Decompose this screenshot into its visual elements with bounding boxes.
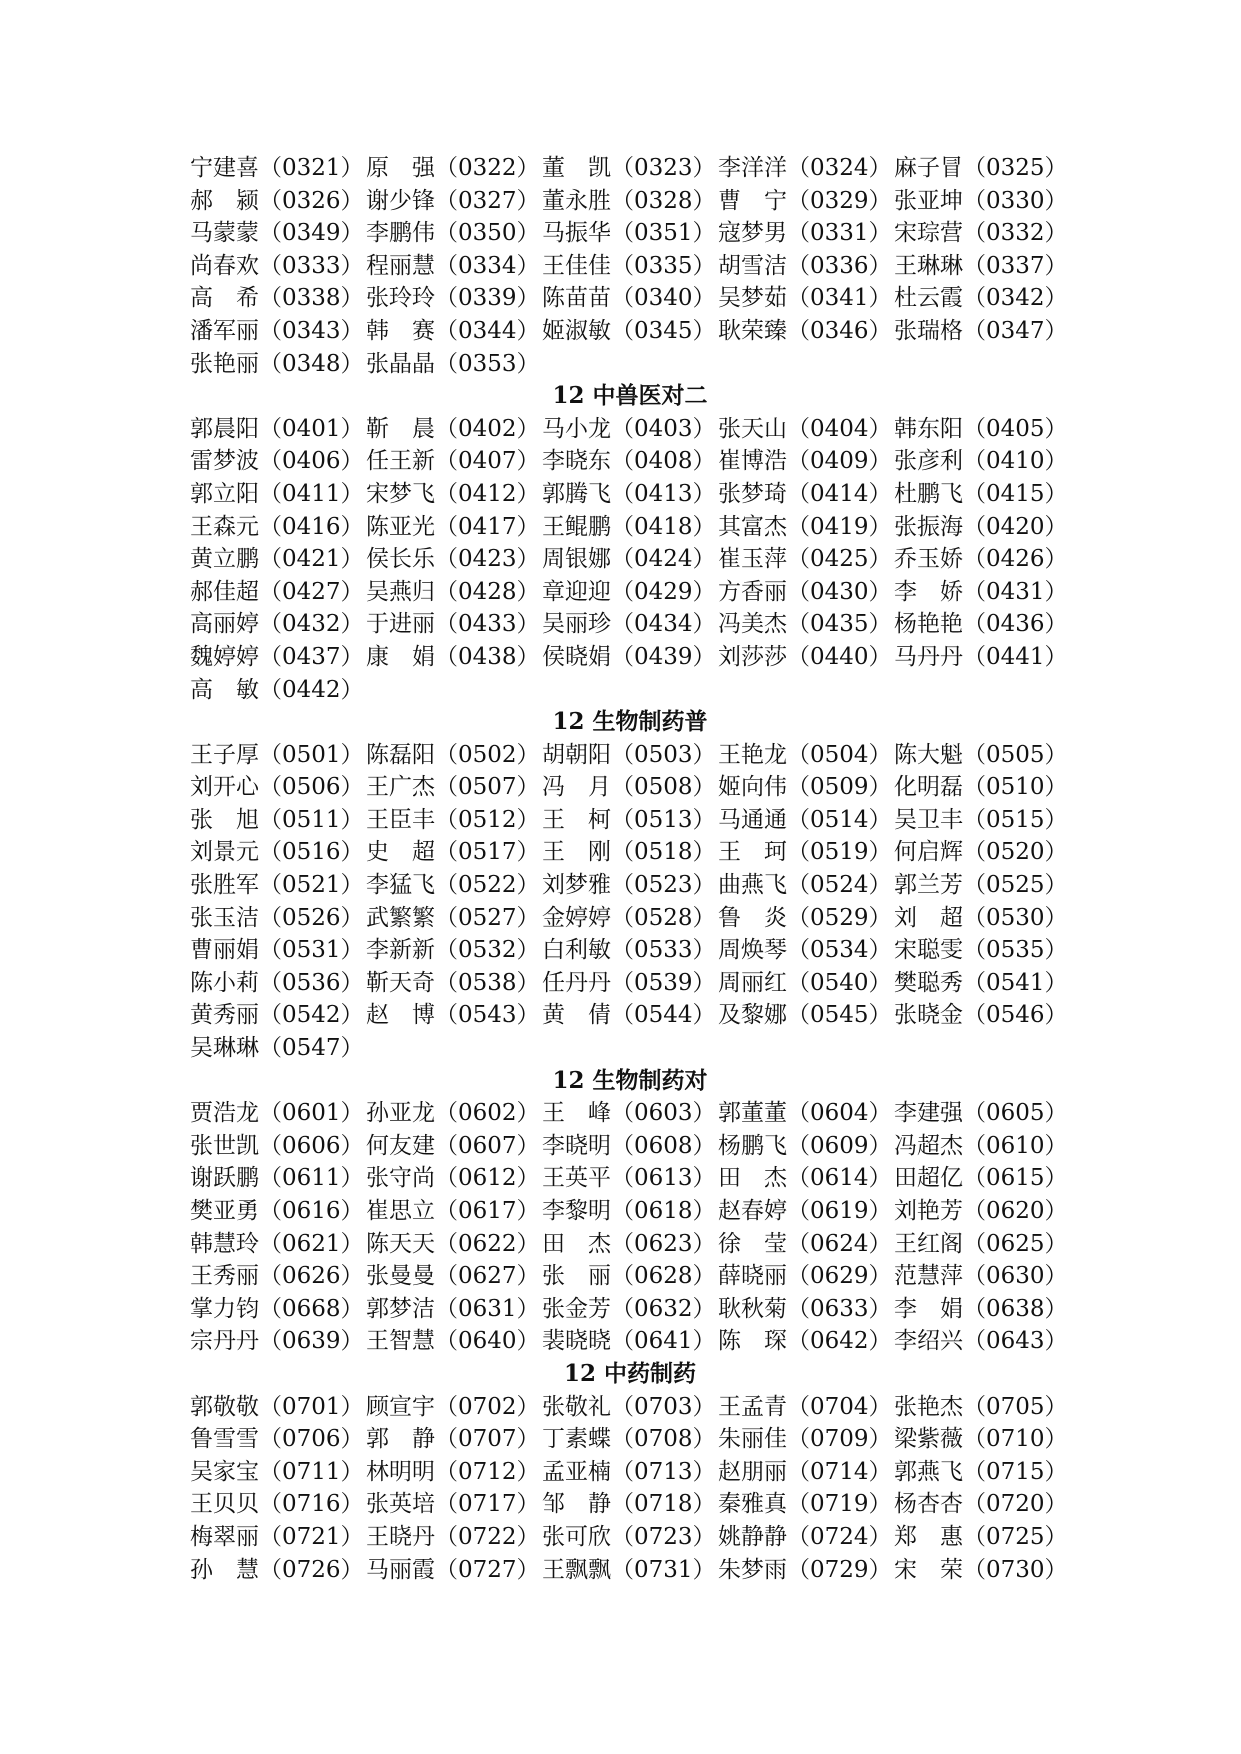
student-entry: 乔玉娇（0426） xyxy=(894,546,1068,573)
student-entry: 李晓东（0408） xyxy=(542,448,716,475)
student-entry: 王艳龙（0504） xyxy=(718,741,892,768)
student-entry: 王飘飘（0731） xyxy=(542,1556,716,1583)
student-entry: 郭董董（0604） xyxy=(718,1100,892,1127)
student-entry: 张艳丽（0348） xyxy=(190,350,364,377)
roster-row xyxy=(190,902,1070,935)
student-entry: 马蒙蒙（0349） xyxy=(190,220,364,247)
student-entry: 王红阁（0625） xyxy=(894,1230,1068,1257)
student-entry: 刘艳芳（0620） xyxy=(894,1198,1068,1224)
student-entry: 吴家宝（0711） xyxy=(190,1458,364,1485)
roster-row xyxy=(190,1521,1070,1554)
student-entry: 郝佳超（0427） xyxy=(190,578,364,605)
student-entry: 雷梦波（0406） xyxy=(190,448,364,475)
student-entry: 王 峰（0603） xyxy=(542,1100,716,1127)
roster-row xyxy=(190,282,1070,315)
student-entry: 丁素蝶（0708） xyxy=(542,1426,716,1453)
student-entry: 孟亚楠（0713） xyxy=(542,1458,716,1485)
student-entry: 张世凯（0606） xyxy=(190,1132,364,1159)
student-entry: 樊聪秀（0541） xyxy=(894,969,1068,996)
student-entry: 何友建（0607） xyxy=(366,1132,540,1159)
student-entry: 王贝贝（0716） xyxy=(190,1491,364,1518)
student-entry: 吴琳琳（0547） xyxy=(190,1035,364,1062)
student-entry: 贾浩龙（0601） xyxy=(190,1100,364,1127)
student-entry: 曹 宁（0329） xyxy=(718,187,892,214)
roster-row xyxy=(190,445,1070,478)
student-entry: 姬淑敏（0345） xyxy=(542,317,716,344)
student-entry: 姬向伟（0509） xyxy=(718,774,892,801)
student-entry: 宋梦飞（0412） xyxy=(366,480,540,507)
student-entry: 谢跃鹏（0611） xyxy=(190,1165,364,1192)
student-entry: 宋琮营（0332） xyxy=(894,220,1068,247)
student-entry: 曹丽娟（0531） xyxy=(190,937,364,964)
student-entry: 张玲玲（0339） xyxy=(366,285,540,312)
student-entry: 张可欣（0723） xyxy=(542,1523,716,1550)
class-heading: 12 生物制药普 xyxy=(552,708,708,736)
student-entry: 任王新（0407） xyxy=(366,448,540,475)
student-entry: 范慧萍（0630） xyxy=(894,1263,1068,1290)
student-entry: 李猛飞（0522） xyxy=(366,872,540,899)
student-entry: 李 娇（0431） xyxy=(894,578,1068,605)
student-entry: 张振海（0420） xyxy=(894,513,1068,540)
roster-row xyxy=(190,543,1070,576)
student-entry: 刘景元（0516） xyxy=(190,839,364,866)
student-entry: 原 强（0322） xyxy=(366,155,540,181)
roster-row xyxy=(190,511,1070,544)
student-entry: 王广杰（0507） xyxy=(366,774,540,801)
student-entry: 郭立阳（0411） xyxy=(190,480,364,507)
student-entry: 耿荣臻（0346） xyxy=(718,317,892,344)
student-entry: 张 丽（0628） xyxy=(542,1263,716,1290)
student-entry: 及黎娜（0545） xyxy=(718,1002,892,1029)
student-entry: 张天山（0404） xyxy=(718,415,892,442)
student-entry: 史 超（0517） xyxy=(366,839,540,866)
roster-row xyxy=(190,1032,1070,1065)
student-entry: 王森元（0416） xyxy=(190,513,364,540)
student-entry: 杨艳艳（0436） xyxy=(894,611,1068,638)
student-entry: 陈亚光（0417） xyxy=(366,513,540,540)
student-entry: 吴梦茹（0341） xyxy=(718,285,892,312)
roster-row xyxy=(190,1293,1070,1326)
student-entry: 陈大魁（0505） xyxy=(894,741,1068,768)
student-entry: 赵朋丽（0714） xyxy=(718,1458,892,1485)
student-entry: 陈磊阳（0502） xyxy=(366,741,540,768)
student-entry: 张晶晶（0353） xyxy=(366,350,540,377)
student-entry: 黄秀丽（0542） xyxy=(190,1002,364,1029)
student-entry: 耿秋菊（0633） xyxy=(718,1295,892,1322)
student-entry: 侯长乐（0423） xyxy=(366,546,540,573)
student-entry: 吴丽珍（0434） xyxy=(542,611,716,638)
student-entry: 樊亚勇（0616） xyxy=(190,1198,364,1224)
student-entry: 周丽红（0540） xyxy=(718,969,892,996)
student-entry: 张艳杰（0705） xyxy=(894,1393,1068,1420)
student-entry: 陈苗苗（0340） xyxy=(542,285,716,312)
student-entry: 张金芳（0632） xyxy=(542,1295,716,1322)
student-entry: 方香丽（0430） xyxy=(718,578,892,605)
student-entry: 何启辉（0520） xyxy=(894,839,1068,866)
student-entry: 郑 惠（0725） xyxy=(894,1523,1068,1550)
student-entry: 黄立鹏（0421） xyxy=(190,546,364,573)
student-entry: 鲁 炎（0529） xyxy=(718,904,892,931)
student-entry: 张彦利（0410） xyxy=(894,448,1068,475)
roster-row xyxy=(190,836,1070,869)
roster-row xyxy=(190,1260,1070,1293)
student-entry: 张曼曼（0627） xyxy=(366,1263,540,1290)
student-entry: 李鹏伟（0350） xyxy=(366,220,540,247)
student-entry: 化明磊（0510） xyxy=(894,774,1068,801)
student-entry: 谢少锋（0327） xyxy=(366,187,540,214)
student-entry: 孙亚龙（0602） xyxy=(366,1100,540,1127)
student-entry: 赵春婷（0619） xyxy=(718,1198,892,1224)
student-entry: 邹 静（0718） xyxy=(542,1491,716,1518)
roster-row xyxy=(190,1456,1070,1489)
student-entry: 郭敬敬（0701） xyxy=(190,1393,364,1420)
student-entry: 周银娜（0424） xyxy=(542,546,716,573)
student-entry: 侯晓娟（0439） xyxy=(542,643,716,670)
student-entry: 其富杰（0419） xyxy=(718,513,892,540)
roster-row xyxy=(190,413,1070,446)
roster-row xyxy=(190,1228,1070,1261)
student-entry: 李绍兴（0643） xyxy=(894,1328,1068,1355)
roster-row xyxy=(190,739,1070,772)
student-entry: 刘梦雅（0523） xyxy=(542,872,716,899)
student-entry: 顾宣宇（0702） xyxy=(366,1393,540,1420)
student-entry: 王 柯（0513） xyxy=(542,806,716,833)
student-entry: 靳 晨（0402） xyxy=(366,415,540,442)
student-entry: 陈小莉（0536） xyxy=(190,969,364,996)
roster-row xyxy=(190,1554,1070,1587)
student-entry: 程丽慧（0334） xyxy=(366,252,540,279)
student-entry: 郭兰芳（0525） xyxy=(894,872,1068,899)
class-heading: 12 生物制药对 xyxy=(552,1066,708,1094)
roster-row xyxy=(190,804,1070,837)
student-entry: 高 敏（0442） xyxy=(190,676,364,703)
student-entry: 王佳佳（0335） xyxy=(542,252,716,279)
student-entry: 章迎迎（0429） xyxy=(542,578,716,605)
student-entry: 郭 静（0707） xyxy=(366,1426,540,1453)
student-entry: 马丹丹（0441） xyxy=(894,643,1068,670)
student-entry: 郭腾飞（0413） xyxy=(542,480,716,507)
student-entry: 麻子冒（0325） xyxy=(894,155,1068,181)
student-entry: 白利敏（0533） xyxy=(542,937,716,964)
student-entry: 王晓丹（0722） xyxy=(366,1523,540,1550)
student-entry: 田 杰（0623） xyxy=(542,1230,716,1257)
student-entry: 姚静静（0724） xyxy=(718,1523,892,1550)
student-entry: 韩东阳（0405） xyxy=(894,415,1068,442)
student-entry: 秦雅真（0719） xyxy=(718,1491,892,1518)
student-entry: 尚春欢（0333） xyxy=(190,252,364,279)
student-entry: 吴卫丰（0515） xyxy=(894,806,1068,833)
student-entry: 李 娟（0638） xyxy=(894,1295,1068,1322)
student-entry: 张敬礼（0703） xyxy=(542,1393,716,1420)
student-entry: 魏婷婷（0437） xyxy=(190,643,364,670)
student-entry: 徐 莹（0624） xyxy=(718,1230,892,1257)
roster-row xyxy=(190,869,1070,902)
student-entry: 杜鹏飞（0415） xyxy=(894,480,1068,507)
student-entry: 马通通（0514） xyxy=(718,806,892,833)
student-entry: 陈 琛（0642） xyxy=(718,1328,892,1355)
student-entry: 张英培（0717） xyxy=(366,1491,540,1518)
student-entry: 王孟青（0704） xyxy=(718,1393,892,1420)
roster-row xyxy=(190,250,1070,283)
class-heading: 12 中药制药 xyxy=(563,1359,696,1387)
student-entry: 崔思立（0617） xyxy=(366,1198,540,1224)
student-entry: 王秀丽（0626） xyxy=(190,1263,364,1290)
student-entry: 宗丹丹（0639） xyxy=(190,1328,364,1355)
student-entry: 田 杰（0614） xyxy=(718,1165,892,1192)
roster-row xyxy=(190,1097,1070,1130)
student-roster xyxy=(190,152,1070,1586)
student-entry: 王子厚（0501） xyxy=(190,741,364,768)
roster-row xyxy=(190,576,1070,609)
student-entry: 寇梦男（0331） xyxy=(718,220,892,247)
student-entry: 宋聪雯（0535） xyxy=(894,937,1068,964)
student-entry: 胡雪洁（0336） xyxy=(718,252,892,279)
student-entry: 梅翠丽（0721） xyxy=(190,1523,364,1550)
student-entry: 刘莎莎（0440） xyxy=(718,643,892,670)
student-entry: 李黎明（0618） xyxy=(542,1198,716,1224)
student-entry: 任丹丹（0539） xyxy=(542,969,716,996)
student-entry: 宁建喜（0321） xyxy=(190,155,364,181)
student-entry: 韩慧玲（0621） xyxy=(190,1230,364,1257)
roster-row xyxy=(190,771,1070,804)
student-entry: 潘军丽（0343） xyxy=(190,317,364,344)
student-entry: 张亚坤（0330） xyxy=(894,187,1068,214)
student-entry: 王 刚（0518） xyxy=(542,839,716,866)
student-entry: 马丽霞（0727） xyxy=(366,1556,540,1583)
student-entry: 郭晨阳（0401） xyxy=(190,415,364,442)
student-entry: 王臣丰（0512） xyxy=(366,806,540,833)
student-entry: 张 旭（0511） xyxy=(190,806,364,833)
student-entry: 杨鹏飞（0609） xyxy=(718,1132,892,1159)
roster-row xyxy=(190,152,1070,185)
student-entry: 郭燕飞（0715） xyxy=(894,1458,1068,1485)
student-entry: 王智慧（0640） xyxy=(366,1328,540,1355)
student-entry: 裴晓晓（0641） xyxy=(542,1328,716,1355)
student-entry: 冯美杰（0435） xyxy=(718,611,892,638)
roster-row xyxy=(190,1325,1070,1358)
student-entry: 李建强（0605） xyxy=(894,1100,1068,1127)
student-entry: 鲁雪雪（0706） xyxy=(190,1426,364,1453)
student-entry: 林明明（0712） xyxy=(366,1458,540,1485)
student-entry: 梁紫薇（0710） xyxy=(894,1426,1068,1453)
roster-row xyxy=(190,1391,1070,1424)
student-entry: 王琳琳（0337） xyxy=(894,252,1068,279)
roster-row xyxy=(190,999,1070,1032)
student-entry: 杜云霞（0342） xyxy=(894,285,1068,312)
student-entry: 杨杏杏（0720） xyxy=(894,1491,1068,1518)
student-entry: 曲燕飞（0524） xyxy=(718,872,892,899)
student-entry: 朱梦雨（0729） xyxy=(718,1556,892,1583)
student-entry: 薛晓丽（0629） xyxy=(718,1263,892,1290)
roster-row xyxy=(190,478,1070,511)
roster-row xyxy=(190,315,1070,348)
roster-row xyxy=(190,348,1070,381)
roster-row xyxy=(190,674,1070,707)
roster-row xyxy=(190,967,1070,1000)
student-entry: 陈天天（0622） xyxy=(366,1230,540,1257)
student-entry: 郭梦洁（0631） xyxy=(366,1295,540,1322)
student-entry: 宋 荣（0730） xyxy=(894,1556,1068,1583)
student-entry: 康 娟（0438） xyxy=(366,643,540,670)
student-entry: 马小龙（0403） xyxy=(542,415,716,442)
student-entry: 周焕琴（0534） xyxy=(718,937,892,964)
student-entry: 张玉洁（0526） xyxy=(190,904,364,931)
roster-row xyxy=(190,1130,1070,1163)
student-entry: 高 希（0338） xyxy=(190,285,364,312)
student-entry: 武繁繁（0527） xyxy=(366,904,540,931)
roster-row xyxy=(190,185,1070,218)
student-entry: 田超亿（0615） xyxy=(894,1165,1068,1192)
student-entry: 郝 颍（0326） xyxy=(190,187,364,214)
student-entry: 董 凯（0323） xyxy=(542,155,716,181)
student-entry: 赵 博（0543） xyxy=(366,1002,540,1029)
student-entry: 李新新（0532） xyxy=(366,937,540,964)
roster-row xyxy=(190,217,1070,250)
student-entry: 张梦琦（0414） xyxy=(718,480,892,507)
student-entry: 金婷婷（0528） xyxy=(542,904,716,931)
student-entry: 靳天奇（0538） xyxy=(366,969,540,996)
student-entry: 崔博浩（0409） xyxy=(718,448,892,475)
student-entry: 高丽婷（0432） xyxy=(190,611,364,638)
student-entry: 刘开心（0506） xyxy=(190,774,364,801)
student-entry: 崔玉萍（0425） xyxy=(718,546,892,573)
student-entry: 朱丽佳（0709） xyxy=(718,1426,892,1453)
student-entry: 李洋洋（0324） xyxy=(718,155,892,181)
student-entry: 马振华（0351） xyxy=(542,220,716,247)
student-entry: 韩 赛（0344） xyxy=(366,317,540,344)
student-entry: 张胜军（0521） xyxy=(190,872,364,899)
student-entry: 张瑞格（0347） xyxy=(894,317,1068,344)
roster-row xyxy=(190,1488,1070,1521)
class-heading: 12 中兽医对二 xyxy=(552,382,708,410)
roster-row xyxy=(190,608,1070,641)
student-entry: 孙 慧（0726） xyxy=(190,1556,364,1583)
student-entry: 王英平（0613） xyxy=(542,1165,716,1192)
roster-row xyxy=(190,1162,1070,1195)
student-entry: 李晓明（0608） xyxy=(542,1132,716,1159)
roster-row xyxy=(190,934,1070,967)
student-entry: 于进丽（0433） xyxy=(366,611,540,638)
roster-row xyxy=(190,1195,1070,1228)
roster-row xyxy=(190,641,1070,674)
student-entry: 冯超杰（0610） xyxy=(894,1132,1068,1159)
student-entry: 张晓金（0546） xyxy=(894,1002,1068,1029)
student-entry: 刘 超（0530） xyxy=(894,904,1068,931)
roster-row xyxy=(190,1423,1070,1456)
student-entry: 冯 月（0508） xyxy=(542,774,716,801)
student-entry: 黄 倩（0544） xyxy=(542,1002,716,1029)
student-entry: 王 珂（0519） xyxy=(718,839,892,866)
student-entry: 张守尚（0612） xyxy=(366,1165,540,1192)
student-entry: 掌力钧（0668） xyxy=(190,1295,364,1322)
student-entry: 吴燕归（0428） xyxy=(366,578,540,605)
student-entry: 董永胜（0328） xyxy=(542,187,716,214)
student-entry: 王鲲鹏（0418） xyxy=(542,513,716,540)
student-entry: 胡朝阳（0503） xyxy=(542,741,716,768)
